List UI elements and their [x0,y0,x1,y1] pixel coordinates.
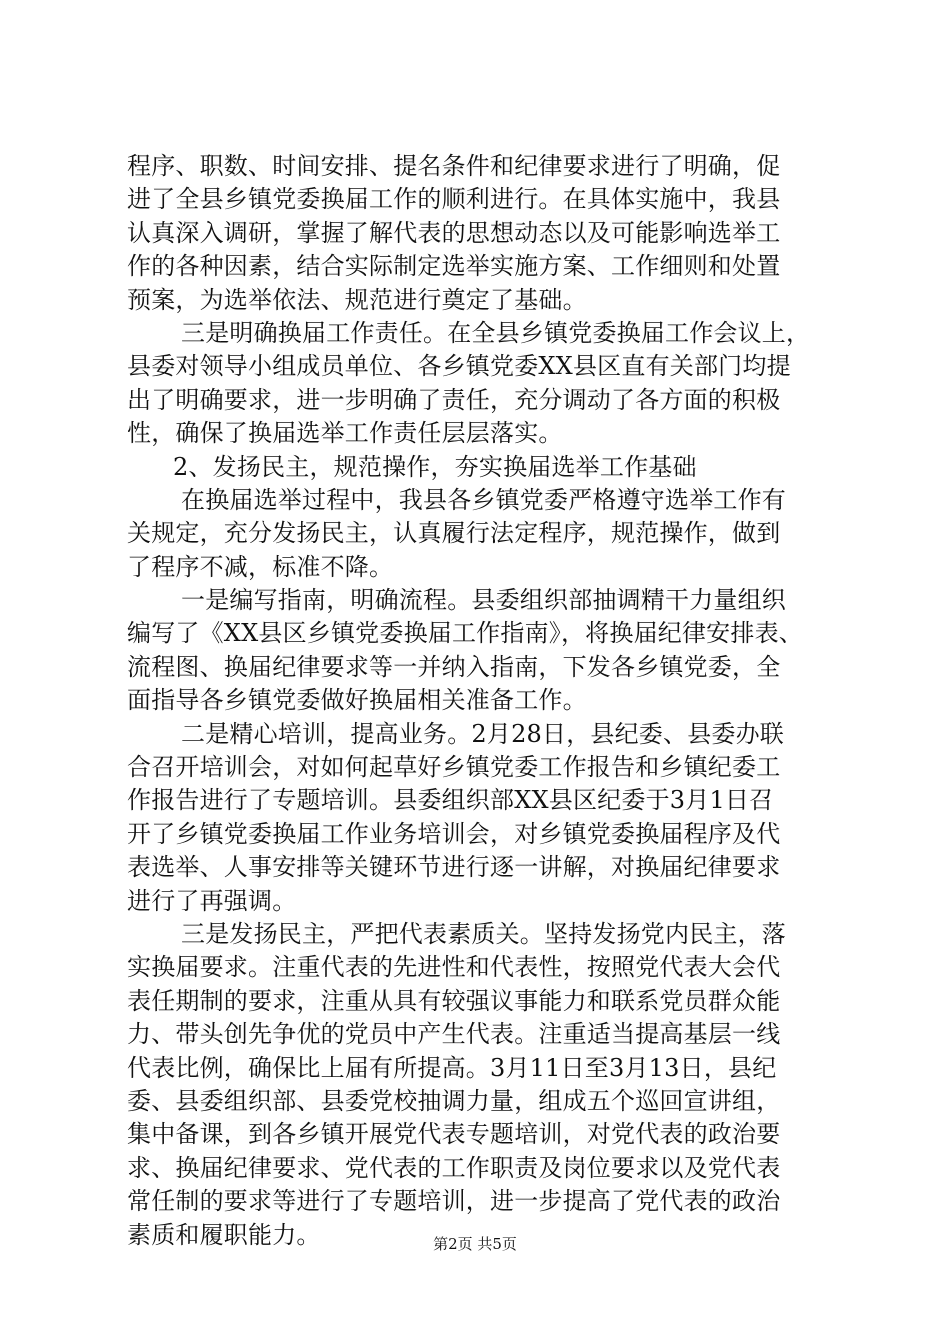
text-line: 表选举、人事安排等关键环节进行逐一讲解，对换届纪律要求 [127,853,781,882]
text-line: 力、带头创先争优的党员中产生代表。注重适当提高基层一线 [127,1020,781,1049]
text-line: 面指导各乡镇党委做好换届相关准备工作。 [127,686,587,715]
text-line: 合召开培训会，对如何起草好乡镇党委工作报告和乡镇纪委工 [127,753,781,782]
page-number: 第2页 共5页 [433,1235,517,1253]
section-heading: 2、发扬民主，规范操作，夯实换届选举工作基础 [173,452,697,481]
paragraph-start: 三是明确换届工作责任。在全县乡镇党委换届工作会议上， [181,318,811,347]
text-line: 进了全县乡镇党委换届工作的顺利进行。在具体实施中，我县 [127,185,781,214]
text-line: 进行了再强调。 [127,886,297,915]
text-line: 素质和履职能力。 [127,1220,321,1249]
text-line: 求、换届纪律要求、党代表的工作职责及岗位要求以及党代表 [127,1153,781,1182]
paragraph-start: 在换届选举过程中，我县各乡镇党委严格遵守选举工作有 [181,485,786,514]
text-line: 编写了《XX县区乡镇党委换届工作指南》，将换届纪律安排表、 [127,619,803,648]
paragraph-start: 一是编写指南，明确流程。县委组织部抽调精干力量组织 [181,586,786,615]
text-line: 开了乡镇党委换届工作业务培训会，对乡镇党委换届程序及代 [127,819,781,848]
text-line: 表任期制的要求，注重从具有较强议事能力和联系党员群众能 [127,986,781,1015]
text-line: 性，确保了换届选举工作责任层层落实。 [127,419,563,448]
text-line: 作的各种因素，结合实际制定选举实施方案、工作细则和处置 [127,252,781,281]
document-body [127,150,832,1252]
text-line: 关规定，充分发扬民主，认真履行法定程序，规范操作，做到 [127,519,781,548]
text-line: 常任制的要求等进行了专题培训，进一步提高了党代表的政治 [127,1187,781,1216]
text-line: 代表比例，确保比上届有所提高。3月11日至3月13日，县纪 [127,1053,777,1082]
paragraph-start: 二是精心培训，提高业务。2月28日，县纪委、县委办联 [181,719,785,748]
text-line: 流程图、换届纪律要求等一并纳入指南，下发各乡镇党委，全 [127,652,781,681]
text-line: 实换届要求。注重代表的先进性和代表性，按照党代表大会代 [127,953,781,982]
text-line: 县委对领导小组成员单位、各乡镇党委XX县区直有关部门均提 [127,352,791,381]
text-line: 预案，为选举依法、规范进行奠定了基础。 [127,285,587,314]
paragraph-start: 三是发扬民主，严把代表素质关。坚持发扬党内民主，落 [181,919,786,948]
text-line: 认真深入调研，掌握了解代表的思想动态以及可能影响选举工 [127,218,781,247]
text-line: 作报告进行了专题培训。县委组织部XX县区纪委于3月1日召 [127,786,774,815]
text-line: 集中备课，到各乡镇开展党代表专题培训，对党代表的政治要 [127,1120,781,1149]
text-line: 委、县委组织部、县委党校抽调力量，组成五个巡回宣讲组， [127,1086,781,1115]
text-line: 出了明确要求，进一步明确了责任，充分调动了各方面的积极 [127,385,781,414]
text-line: 了程序不减，标准不降。 [127,552,394,581]
text-line: 程序、职数、时间安排、提名条件和纪律要求进行了明确，促 [127,152,781,180]
